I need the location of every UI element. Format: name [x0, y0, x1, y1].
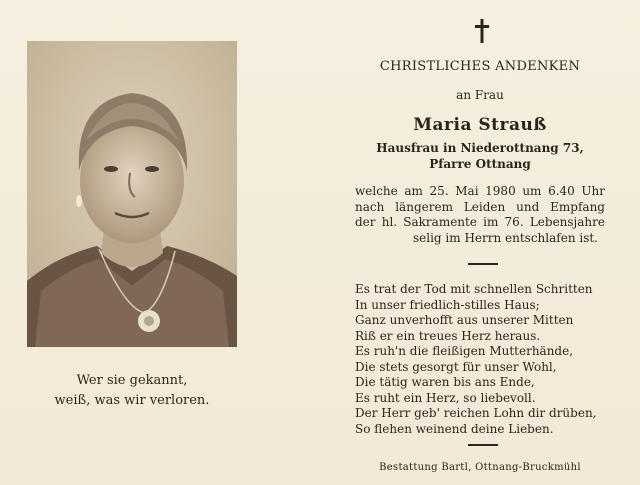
poem-line: Die tätig waren bis ans Ende, — [355, 375, 535, 389]
death-notice-line: selig im Herrn entschlafen ist. — [412, 230, 598, 245]
poem-line: So flehen weinend deine Lieben. — [355, 421, 554, 436]
poem-line: Es trat der Tod mit schnellen Schritten — [355, 282, 593, 296]
portrait-image — [27, 41, 237, 347]
subtitle — [345, 140, 615, 172]
poem-line: In unser friedlich-stilles Haus; — [355, 297, 540, 312]
divider — [468, 263, 498, 265]
poem-line: Ganz unverhofft aus unserer Mitten — [355, 313, 574, 327]
death-notice — [355, 184, 605, 246]
poem-line: Es ruh'n die fleißigen Mutterhände, — [355, 344, 574, 358]
poem-line: Riß er ein treues Herz heraus. — [355, 328, 541, 343]
salutation: an Frau — [456, 88, 504, 102]
left-verse-line: Wer sie gekannt, — [76, 373, 188, 388]
poem-line: Es ruht ein Herz, so liebevoll. — [355, 390, 536, 405]
deceased-name: Maria Strauß — [413, 115, 547, 135]
subtitle-line: Hausfrau in Niederottnang 73, — [376, 141, 584, 155]
death-notice-line: nach längerem Leiden und Empfang — [355, 199, 605, 214]
undertaker-credit: Bestattung Bartl, Ottnang-Bruckmühl — [379, 462, 581, 473]
death-notice-line: der hl. Sakramente im 76. Lebensjahre — [355, 215, 605, 229]
left-verse — [27, 371, 237, 411]
poem — [355, 282, 617, 437]
card-heading: CHRISTLICHES ANDENKEN — [379, 59, 581, 74]
subtitle-line: Pfarre Ottnang — [429, 157, 531, 171]
latin-cross-icon — [475, 19, 489, 43]
death-notice-line: welche am 25. Mai 1980 um 6.40 Uhr — [355, 184, 605, 198]
portrait-photo — [27, 41, 237, 347]
poem-line: Die stets gesorgt für unser Wohl, — [355, 359, 557, 374]
poem-line: Der Herr geb' reichen Lohn dir drüben, — [355, 406, 597, 420]
divider — [468, 444, 498, 446]
left-verse-line: weiß, was wir verloren. — [54, 393, 210, 408]
